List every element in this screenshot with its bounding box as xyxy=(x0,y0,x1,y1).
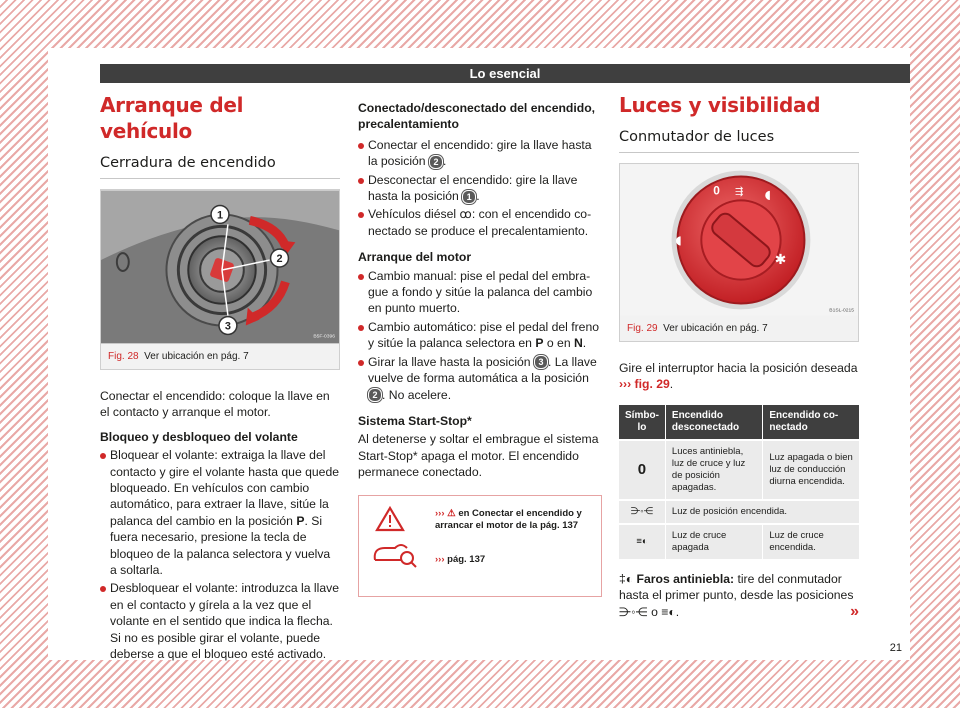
bullet-lock xyxy=(100,447,340,578)
position-1-badge: 1 xyxy=(462,190,476,204)
callout-3: 3 xyxy=(224,320,231,333)
glow-plug-icon: ꝏ xyxy=(459,207,472,222)
text: . xyxy=(442,154,447,169)
position-2-badge: 2 xyxy=(368,388,382,402)
headlight-icon: ✱ xyxy=(774,251,787,268)
position-2-badge: 2 xyxy=(429,155,443,169)
warning-triangle-icon xyxy=(375,506,405,532)
bullet-lock-text-2: . Si fuera necesario, presione la tecla de bloqueo de la palanca selectora y vuelva a soltarla. xyxy=(110,513,331,578)
switch-position-0: 0 xyxy=(713,183,720,198)
figure-code: B1SL-0215 xyxy=(829,308,855,314)
cell-on: Luz de cruce encendida. xyxy=(763,524,859,559)
cell-off: Luz de cruce apagada xyxy=(665,524,762,559)
figure-label: Fig. 28 xyxy=(108,351,139,362)
section-header: Lo esencial xyxy=(100,64,910,83)
text: Conectar el encendido: gire la llave hasta la posición xyxy=(368,137,592,169)
cell-off: Luz de posición encendida. xyxy=(665,500,859,524)
bullet-ignition-off xyxy=(358,172,602,205)
position-3-badge: 3 xyxy=(534,355,548,369)
symbol-zero: 0 xyxy=(619,440,665,500)
bullet-turn-key xyxy=(358,354,602,403)
text: Girar la llave hasta la posición xyxy=(368,354,534,369)
heading-ignition: Conectado/desconectado del encendido, precalentamiento xyxy=(358,101,596,132)
text: . xyxy=(582,336,587,351)
figure-caption xyxy=(620,316,858,341)
low-beam-icon: ≡◐ xyxy=(661,604,676,619)
heading-start-stop: Sistema Start-Stop* xyxy=(358,413,472,428)
page xyxy=(48,48,910,660)
section-title: Luces y visibilidad xyxy=(619,93,821,117)
text: . xyxy=(675,604,680,619)
text: Vehículos diésel xyxy=(368,207,460,222)
text: Desconectar el encendido: gire la llave hasta la posición xyxy=(368,172,578,204)
warning-reference[interactable] xyxy=(435,508,595,532)
table-row xyxy=(619,524,859,559)
fog-light-text xyxy=(619,571,859,620)
continue-arrow: » xyxy=(850,602,859,620)
caption-text: Ver ubicación en pág. 7 xyxy=(144,351,249,362)
figure-caption xyxy=(101,344,339,369)
figure-link[interactable]: ››› fig. 29 xyxy=(619,377,670,392)
table-row xyxy=(619,500,859,524)
heading-steering-lock: Bloqueo y desbloqueo del volante xyxy=(100,429,298,444)
parking-light-icon: ⋺◦⋲ xyxy=(619,604,648,619)
text: . xyxy=(669,377,674,392)
intro-text: Conectar el encendido: coloque la llave en el contacto y arranque el motor. xyxy=(100,389,330,420)
ref-arrow: ››› xyxy=(435,507,445,519)
figure-code: B5F-0396 xyxy=(313,334,336,340)
text: o en xyxy=(543,336,574,351)
table-row xyxy=(619,440,859,500)
col-header-off: Encendido desconectado xyxy=(665,405,762,440)
start-stop-text: Al detenerse y soltar el embrague el sistema Start-Stop* apaga el motor. El encendido permanece conectado. xyxy=(358,432,599,480)
figure-label: Fig. 29 xyxy=(627,323,658,334)
column-3 xyxy=(619,92,859,620)
parking-light-icon: ⇶ xyxy=(735,186,744,198)
figure-28 xyxy=(100,189,340,370)
bullet-manual: Cambio manual: pise el pedal del embrague a fondo y sitúe la palanca del cambio en punto muerto. xyxy=(358,268,602,317)
figure-29 xyxy=(619,163,859,342)
note-reference[interactable] xyxy=(435,554,595,566)
column-2 xyxy=(358,100,602,597)
cell-off: Luces antiniebla, luz de cruce y luz de posición apagadas. xyxy=(665,440,762,500)
warning-box xyxy=(358,495,602,597)
text: . No acelere. xyxy=(382,387,452,402)
light-switch-table xyxy=(619,405,859,559)
bullet-diesel xyxy=(358,206,602,239)
text: Cambio automático: pise el pedal del freno y sitúe la palanca selectora en xyxy=(368,319,600,351)
environment-note-icon xyxy=(371,540,417,568)
bullet-unlock: Desbloquear el volante: introduzca la llave en el contacto y gírela a la vez que el volante en el sentido que indica la flecha. Si no es posible girar el volante, puede deberse a que el bloqueo esté activado. xyxy=(100,580,340,662)
heading-engine-start: Arranque del motor xyxy=(358,250,472,265)
col-header-on: Encendido conectado xyxy=(763,405,859,440)
subsection-title: Conmutador de luces xyxy=(619,128,859,153)
gear-p: P xyxy=(535,336,544,351)
warning-small-icon: ⚠ xyxy=(447,507,456,519)
text: tire del conmutador hasta el primer punto, desde las posiciones xyxy=(619,571,854,603)
subsection-title: Cerradura de encendido xyxy=(100,154,340,179)
text: . La llave vuelve de forma automática a la posición xyxy=(368,354,597,386)
low-beam-icon: ◖ xyxy=(764,187,772,202)
warning-ref-text: en Conectar el encendido y arrancar el motor de la pág. 137 xyxy=(435,507,582,531)
light-switch-illustration xyxy=(620,164,858,316)
bullet-ignition-on xyxy=(358,137,602,170)
fog-light-icon: ‡◐ xyxy=(619,571,634,586)
fog-bold: Faros antiniebla: xyxy=(636,571,735,586)
callout-2: 2 xyxy=(276,253,283,266)
ignition-lock-illustration xyxy=(101,190,339,344)
col-header-symbol: Símbolo xyxy=(619,405,665,440)
page-number: 21 xyxy=(889,642,902,654)
section-title: Arranque del vehículo xyxy=(100,93,244,143)
text: . xyxy=(476,189,480,204)
gear-p: P xyxy=(296,513,305,528)
note-ref-text: pág. 137 xyxy=(447,553,486,565)
intro-text xyxy=(619,360,859,393)
parking-light-icon: ⋺◦⋲ xyxy=(619,500,665,524)
column-1 xyxy=(100,92,340,663)
low-beam-icon: ≡◐ xyxy=(619,524,665,559)
text: o xyxy=(647,604,658,619)
bullet-lock-text: Bloquear el volante: extraiga la llave del contacto y gire el volante hasta que quede bloqueado. En vehículos con cambio automático, para extraer la llave, sitúe la palanca del cambio en la posición xyxy=(110,448,340,528)
cell-on: Luz apagada o bien luz de conducción diurna encendida. xyxy=(763,440,859,500)
bullet-automatic xyxy=(358,319,602,352)
fog-light-icon: ◖ xyxy=(675,232,682,247)
ref-arrow: ››› xyxy=(435,553,445,565)
text: Gire el interruptor hacia la posición deseada xyxy=(619,361,858,375)
callout-1: 1 xyxy=(216,209,224,222)
caption-text: Ver ubicación en pág. 7 xyxy=(663,323,768,334)
gear-n: N xyxy=(573,336,583,351)
text: : con el encendido conectado se produce el precalentamiento. xyxy=(368,207,592,238)
